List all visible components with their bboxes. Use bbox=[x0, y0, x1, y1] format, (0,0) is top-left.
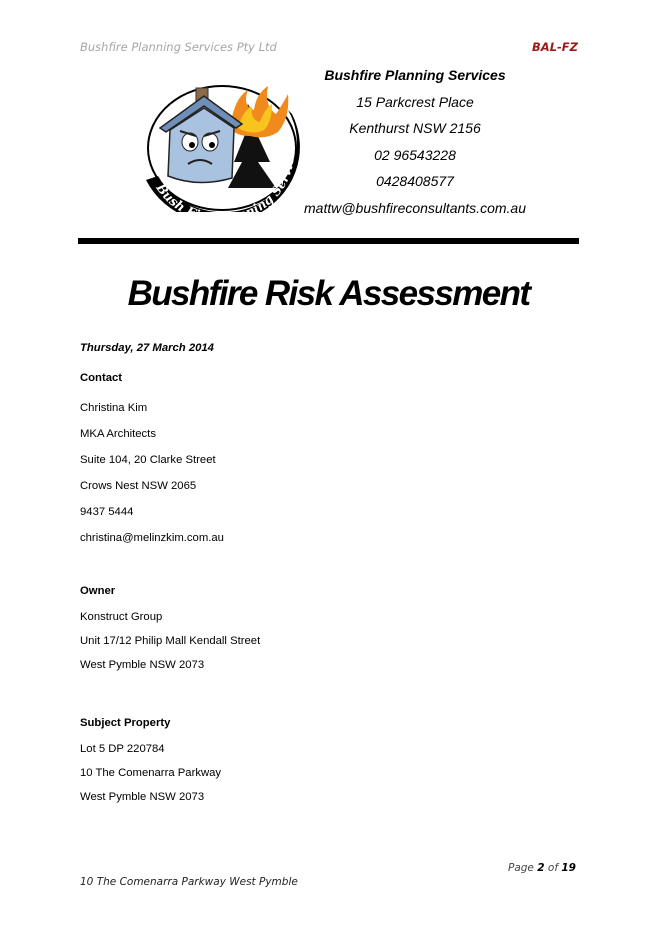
contact-line: MKA Architects bbox=[80, 428, 156, 440]
owner-line: Konstruct Group bbox=[80, 611, 163, 623]
owner-line: West Pymble NSW 2073 bbox=[80, 659, 205, 671]
report-date: Thursday, 27 March 2014 bbox=[80, 342, 214, 354]
contact-email: christina@melinzkim.com.au bbox=[80, 532, 224, 544]
owner-line: Unit 17/12 Philip Mall Kendall Street bbox=[80, 635, 261, 647]
header-company: Bushfire Planning Services Pty Ltd bbox=[80, 40, 277, 54]
contact-line: Christina Kim bbox=[80, 402, 148, 414]
page-number bbox=[508, 862, 576, 874]
logo-graphic bbox=[138, 84, 300, 212]
company-name: Bushfire Planning Services bbox=[324, 67, 506, 83]
contact-line: Crows Nest NSW 2065 bbox=[80, 480, 197, 492]
subject-line: Lot 5 DP 220784 bbox=[80, 743, 165, 755]
header-divider bbox=[78, 238, 579, 244]
subject-line: West Pymble NSW 2073 bbox=[80, 791, 205, 803]
header-report-code: BAL-FZ bbox=[532, 40, 578, 54]
logo-text: Bush F ning Services bbox=[153, 142, 297, 212]
company-phone: 02 96543228 bbox=[374, 146, 456, 163]
subject-line: 10 The Comenarra Parkway bbox=[80, 767, 222, 779]
page-label: Page bbox=[508, 862, 534, 874]
company-street: 15 Parkcrest Place bbox=[356, 93, 474, 110]
page-current: 2 bbox=[537, 862, 545, 874]
company-logo bbox=[138, 84, 300, 212]
address-block bbox=[300, 66, 530, 225]
company-suburb: Kenthurst NSW 2156 bbox=[349, 120, 481, 136]
contact-line: 9437 5444 bbox=[80, 506, 134, 518]
subject-heading: Subject Property bbox=[80, 717, 171, 729]
contact-heading: Contact bbox=[80, 372, 123, 384]
page-of: of bbox=[547, 862, 559, 874]
contact-line: Suite 104, 20 Clarke Street bbox=[80, 454, 216, 466]
footer-address: 10 The Comenarra Parkway West Pymble bbox=[80, 876, 298, 888]
company-mobile: 0428408577 bbox=[376, 173, 454, 189]
owner-heading: Owner bbox=[80, 585, 116, 597]
page-total: 19 bbox=[561, 862, 576, 874]
document-title: Bushfire Risk Assessment bbox=[127, 274, 530, 313]
company-email: mattw@bushfireconsultants.com.au bbox=[304, 199, 526, 216]
